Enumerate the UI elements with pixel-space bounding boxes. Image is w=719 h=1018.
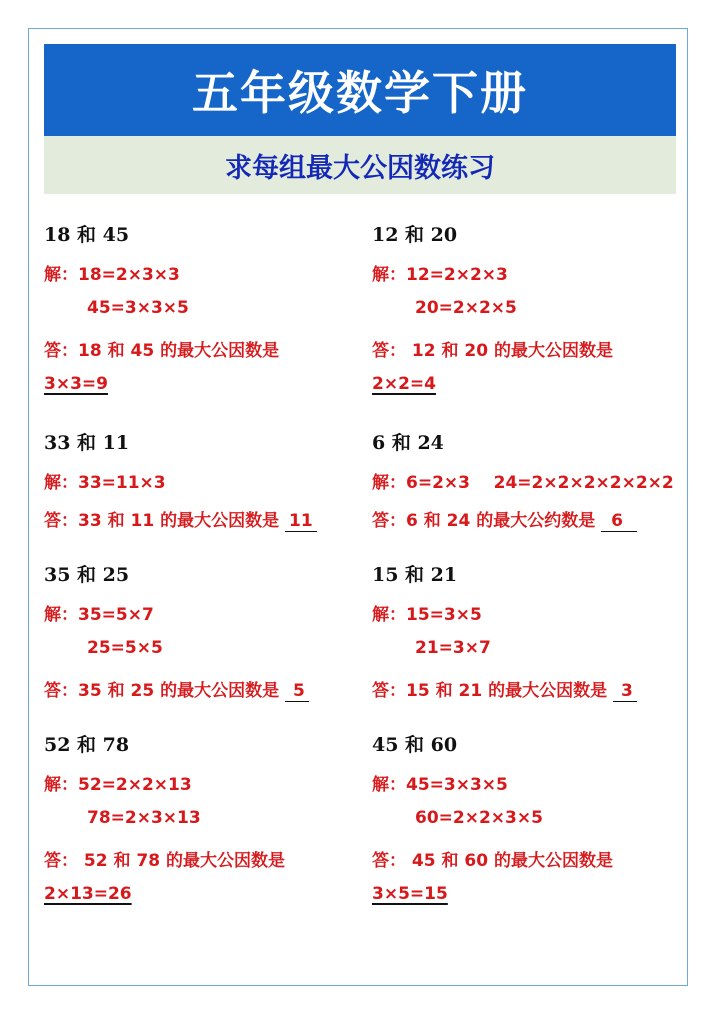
answer-value: 3×5=15 xyxy=(372,884,448,904)
solution-line-2: 60=2×2×3×5 xyxy=(415,808,543,828)
answer-value: 6 xyxy=(601,511,637,532)
solution-line: 解：52=2×2×13 xyxy=(44,775,192,795)
solution-line: 解：12=2×2×3 xyxy=(372,265,508,285)
answer-value: 11 xyxy=(285,511,317,532)
answer-line: 答：35 和 25 的最大公因数是 xyxy=(44,681,280,701)
page-subtitle: 求每组最大公因数练习 xyxy=(225,152,495,184)
answer-line: 答：6 和 24 的最大公约数是 xyxy=(372,511,596,531)
answer-line: 答： 52 和 78 的最大公因数是 xyxy=(44,851,285,871)
solution-line-2: 78=2×3×13 xyxy=(87,808,201,828)
solution-line-2: 45=3×3×5 xyxy=(87,298,189,318)
question-text: 18 和 45 xyxy=(44,224,130,246)
answer-line: 答：15 和 21 的最大公因数是 xyxy=(372,681,608,701)
subtitle-banner xyxy=(44,136,676,194)
answer-value: 5 xyxy=(285,681,309,702)
answer-value: 2×13=26 xyxy=(44,884,132,904)
question-text: 35 和 25 xyxy=(44,564,130,586)
solution-line: 解：18=2×3×3 xyxy=(44,265,180,285)
solution-line-2: 25=5×5 xyxy=(87,638,163,658)
question-text: 12 和 20 xyxy=(372,224,458,246)
answer-value: 3 xyxy=(613,681,637,702)
solution-line: 解：33=11×3 xyxy=(44,473,166,493)
solution-line-2: 20=2×2×5 xyxy=(415,298,517,318)
solution-line-2: 21=3×7 xyxy=(415,638,491,658)
answer-line: 答：18 和 45 的最大公因数是 xyxy=(44,341,280,361)
solution-line: 解：45=3×3×5 xyxy=(372,775,508,795)
question-text: 52 和 78 xyxy=(44,734,130,756)
question-text: 15 和 21 xyxy=(372,564,458,586)
answer-line: 答： 45 和 60 的最大公因数是 xyxy=(372,851,613,871)
title-banner xyxy=(44,44,676,136)
solution-line: 解：35=5×7 xyxy=(44,605,154,625)
answer-line: 答：33 和 11 的最大公因数是 xyxy=(44,511,280,531)
page-title: 五年级数学下册 xyxy=(192,66,528,120)
solution-line: 解：6=2×3 24=2×2×2×2×2×2 xyxy=(372,473,674,493)
question-text: 45 和 60 xyxy=(372,734,458,756)
question-text: 6 和 24 xyxy=(372,432,444,454)
solution-line: 解：15=3×5 xyxy=(372,605,482,625)
answer-value: 3×3=9 xyxy=(44,374,108,394)
answer-line: 答： 12 和 20 的最大公因数是 xyxy=(372,341,613,361)
question-text: 33 和 11 xyxy=(44,432,130,454)
answer-value: 2×2=4 xyxy=(372,374,436,394)
